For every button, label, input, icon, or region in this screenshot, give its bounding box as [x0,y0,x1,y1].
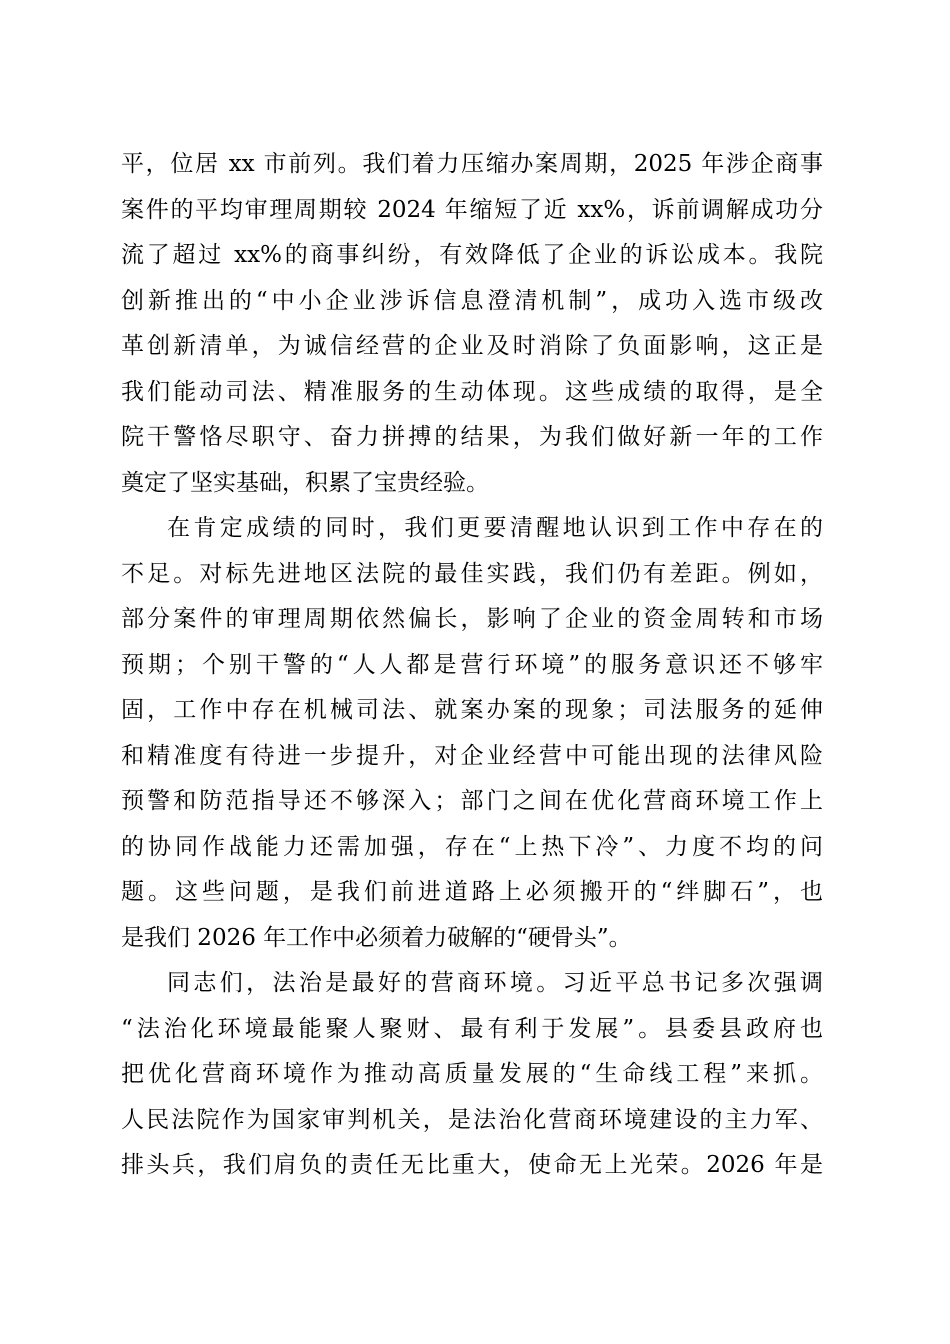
text-line: 案件的平均审理周期较 2024 年缩短了近 xx%，诉前调解成功分 [121,196,823,223]
text-line: 革创新清单，为诚信经营的企业及时消除了负面影响，这正是 [121,333,823,359]
text-line: 预期；个别干警的“人人都是营行环境”的服务意识还不够牢 [121,651,823,678]
text-line: 题。这些问题，是我们前进道路上必须搬开的“绊脚石”，也 [121,879,823,905]
text-line: 流了超过 xx%的商事纠纷，有效降低了企业的诉讼成本。我院 [121,242,823,268]
text-line: 是我们 2026 年工作中必须着力破解的“硬骨头”。 [121,924,632,951]
paragraph-2 [121,506,823,961]
text-line: 同志们，法治是最好的营商环境。习近平总书记多次强调 [167,970,823,996]
text-line: 把优化营商环境作为推动高质量发展的“生命线工程”来抓。 [121,1061,823,1087]
document-body [121,142,823,1189]
text-line: 奠定了坚实基础，积累了宝贵经验。 [121,469,489,496]
text-line: 部分案件的审理周期依然偏长，影响了企业的资金周转和市场 [121,606,823,632]
text-line: 人民法院作为国家审判机关，是法治化营商环境建设的主力军、 [121,1106,823,1133]
text-line: 的协同作战能力还需加强，存在“上热下冷”、力度不均的问 [121,833,823,860]
text-line: 和精准度有待进一步提升，对企业经营中可能出现的法律风险 [121,742,823,769]
paragraph-3 [121,961,823,1189]
text-line: “法治化环境最能聚人聚财、最有利于发展”。县委县政府也 [121,1015,823,1042]
text-line: 排头兵，我们肩负的责任无比重大，使命无上光荣。2026 年是 [121,1152,823,1178]
paragraph-1 [121,142,823,506]
text-line: 我们能动司法、精准服务的生动体现。这些成绩的取得，是全 [121,378,823,405]
text-line: 创新推出的“中小企业涉诉信息澄清机制”，成功入选市级改 [121,287,823,314]
text-line: 不足。对标先进地区法院的最佳实践，我们仍有差距。例如， [121,560,823,587]
text-line: 预警和防范指导还不够深入；部门之间在优化营商环境工作上 [121,788,823,814]
text-line: 平，位居 xx 市前列。我们着力压缩办案周期，2025 年涉企商事 [121,151,823,177]
text-line: 固，工作中存在机械司法、就案办案的现象；司法服务的延伸 [121,697,823,723]
text-line: 院干警恪尽职守、奋力拼搏的结果，为我们做好新一年的工作 [121,424,823,450]
text-line: 在肯定成绩的同时，我们更要清醒地认识到工作中存在的 [167,515,823,541]
